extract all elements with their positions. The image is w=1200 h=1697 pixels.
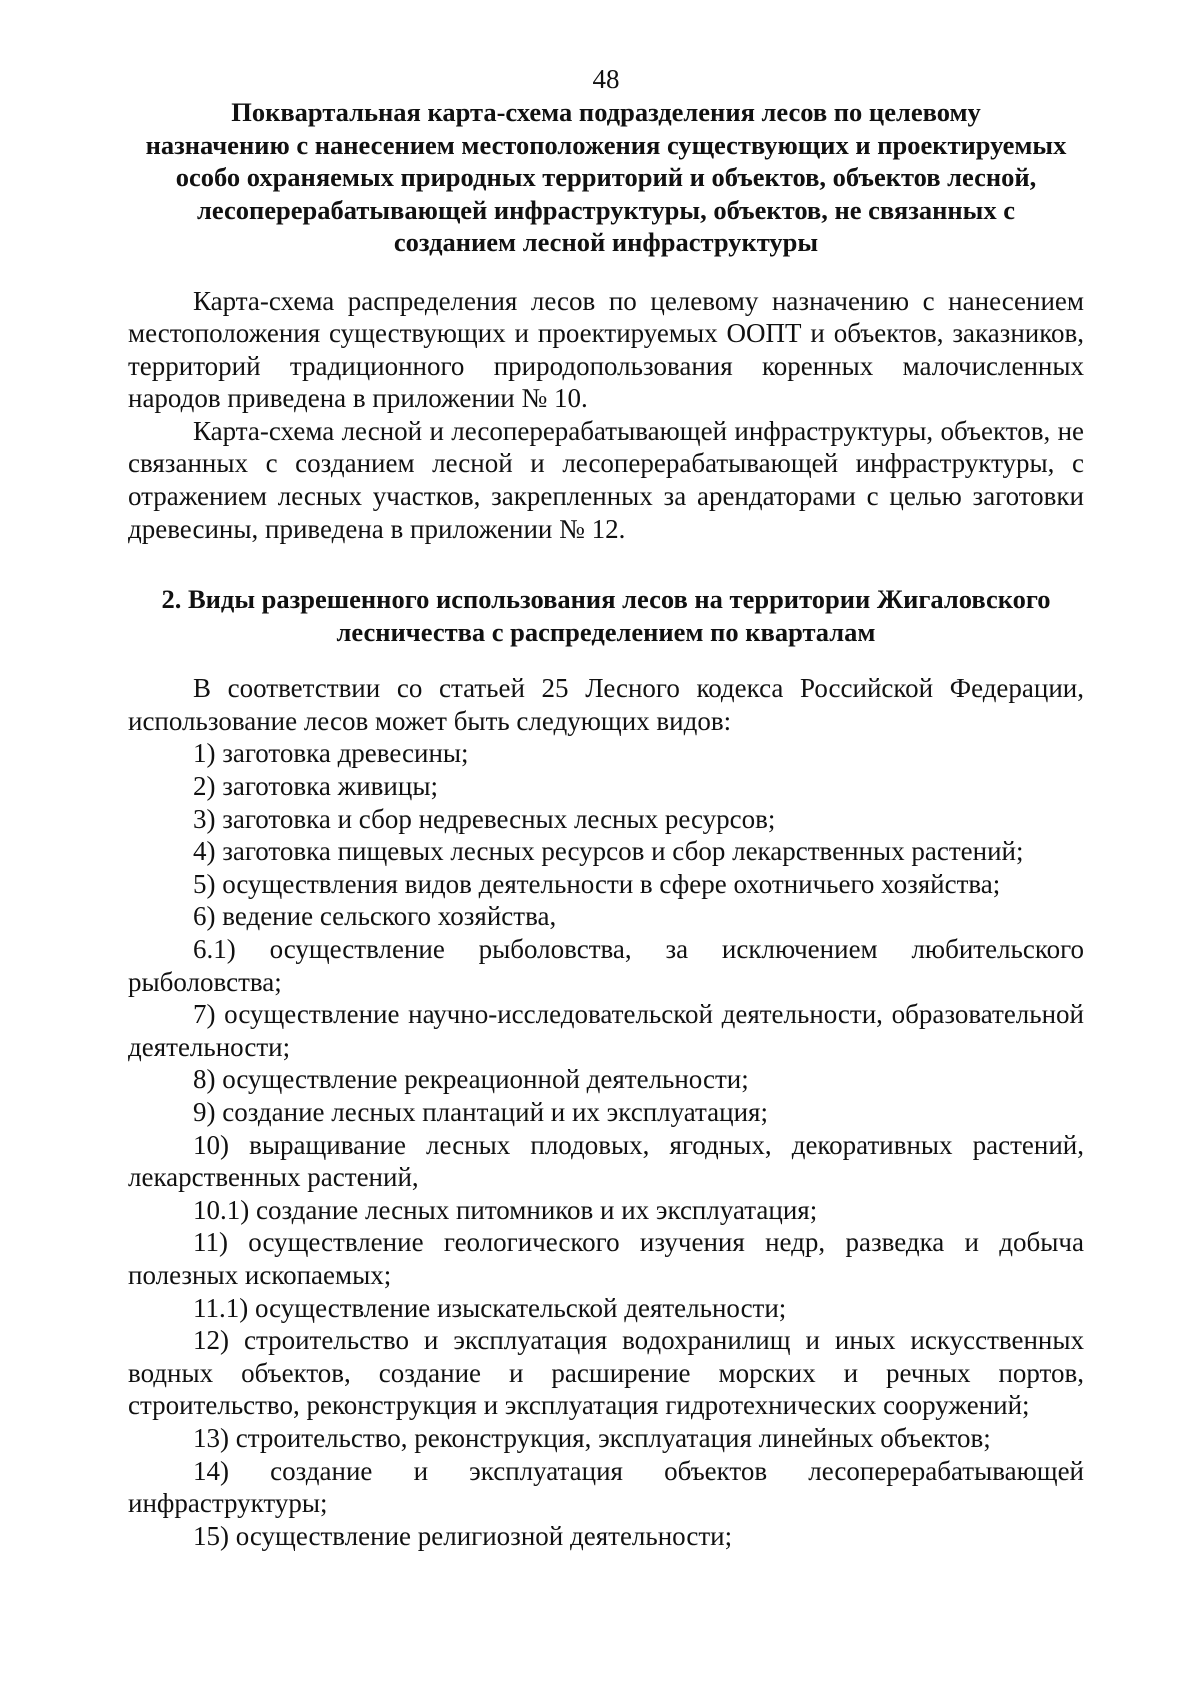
page-number: 48 [592, 64, 620, 94]
list-item: 11.1) осуществление изыскательской деятельности; [193, 1292, 787, 1323]
list-item: 13) строительство, реконструкция, эксплуатация линейных объектов; [193, 1422, 991, 1453]
list-item: 5) осуществления видов деятельности в сфере охотничьего хозяйства; [193, 868, 1001, 899]
list-item: 9) создание лесных плантаций и их эксплуатация; [193, 1096, 768, 1127]
map-section-heading [128, 96, 1084, 259]
list-item: 10.1) создание лесных питомников и их эксплуатация; [193, 1194, 818, 1225]
document-page [128, 62, 1084, 1552]
list-item: 11) осуществление геологического изучения недр, разведка и добыча полезных ископаемых; [128, 1227, 1084, 1290]
list-item: 15) осуществление религиозной деятельности; [193, 1520, 733, 1551]
list-item: 1) заготовка древесины; [193, 738, 469, 769]
list-item: 6) ведение сельского хозяйства, [193, 901, 557, 932]
heading-line: лесничества с распределением по кварталам [336, 616, 876, 647]
heading-line: Поквартальная карта-схема подразделения лесов по целевому [231, 97, 981, 127]
paragraph: Карта-схема лесной и лесоперерабатывающей инфраструктуры, объектов, не связанных с созданием лесной и лесоперерабатывающей инфраструктуры, с отражением лесных участков, закрепленных за арендаторами с целью заготовки древесины, приведена в приложении № 12. [128, 415, 1084, 544]
list-item: 2) заготовка живицы; [193, 771, 438, 802]
list-item: 12) строительство и эксплуатация водохранилищ и иных искусственных водных объектов, создание и расширение морских и речных портов, строительство, реконструкция и эксплуатация гидротехнических сооружений; [128, 1325, 1084, 1421]
map-paragraphs [128, 285, 1084, 546]
heading-line: созданием лесной инфраструктуры [393, 227, 819, 257]
section-2-intro: В соответствии со статьей 25 Лесного кодекса Российской Федерации, использование лесов может быть следующих видов: [128, 673, 1084, 736]
list-item: 7) осуществление научно-исследовательской деятельности, образовательной деятельности; [128, 999, 1084, 1062]
list-item: 6.1) осуществление рыболовства, за исключением любительского рыболовства; [128, 934, 1084, 997]
list-item: 10) выращивание лесных плодовых, ягодных, декоративных растений, лекарственных растений, [128, 1129, 1084, 1193]
heading-line: особо охраняемых природных территорий и объектов, объектов лесной, [175, 162, 1037, 192]
section-2-body [128, 672, 1084, 1552]
heading-line: лесоперерабатывающей инфраструктуры, объектов, не связанных с [197, 194, 1015, 225]
list-item: 8) осуществление рекреационной деятельности; [193, 1064, 749, 1095]
section-2-title [128, 583, 1084, 648]
list-item: 4) заготовка пищевых лесных ресурсов и сбор лекарственных растений; [193, 836, 1024, 867]
heading-line: назначению с нанесением местоположения существующих и проектируемых [145, 129, 1067, 160]
heading-line: 2. Виды разрешенного использования лесов на территории Жигаловского [161, 584, 1051, 615]
list-item: 3) заготовка и сбор недревесных лесных ресурсов; [193, 803, 776, 834]
list-item: 14) создание и эксплуатация объектов лесоперерабатывающей инфраструктуры; [128, 1455, 1084, 1519]
paragraph: Карта-схема распределения лесов по целевому назначению с нанесением местоположения существующих и проектируемых ООПТ и объектов, заказников, территорий традиционного природопользования коренных малочисленных народов приведена в приложении № 10. [128, 285, 1084, 414]
usage-types-list [128, 737, 1084, 1552]
